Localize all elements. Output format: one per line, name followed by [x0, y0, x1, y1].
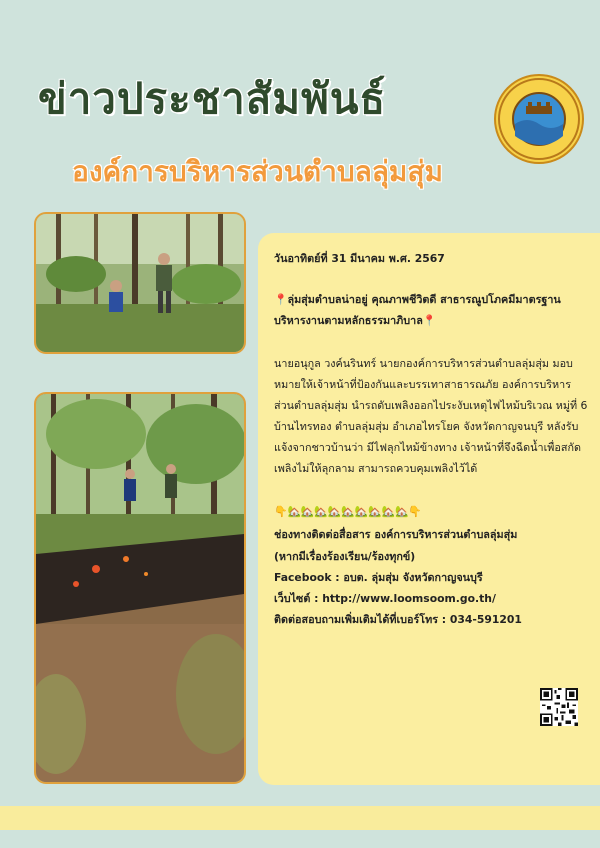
- qr-code: [540, 688, 578, 726]
- footer-bar: [0, 806, 600, 830]
- forest-fire-photo: [34, 392, 246, 784]
- page-subtitle: องค์การบริหารส่วนตำบลลุ่มสุ่ม: [72, 155, 443, 188]
- organization-seal-logo: [494, 74, 584, 164]
- facebook-link[interactable]: Facebook : อบต. ลุ่มสุ่ม จังหวัดกาญจนบุรี: [274, 570, 483, 584]
- motto-text: ลุ่มสุ่มตำบลน่าอยู่ คุณภาพชีวิตดี สาธารณูปโภคมีมาตรฐาน บริหารงานตามหลักธรรมาภิบาล: [274, 293, 561, 328]
- page-title: ข่าวประชาสัมพันธ์: [38, 74, 387, 123]
- pin-icon: 📍: [422, 314, 437, 328]
- forest-firefighters-photo: [34, 212, 246, 354]
- contact-heading: ช่องทางติดต่อสื่อสาร องค์การบริหารส่วนตำบลลุ่มสุ่ม: [274, 528, 518, 542]
- contact-section: [274, 501, 590, 629]
- phone-number: ติดต่อสอบถามเพิ่มเติมได้ที่เบอร์โทร : 034-591201: [274, 612, 522, 626]
- contact-note: (หากมีเรื่องร้องเรียน/ร้องทุกข์): [274, 549, 416, 563]
- news-content: [274, 248, 590, 630]
- news-body: นายอนุกูล วงค์นรินทร์ นายกองค์การบริหารส่วนตำบลลุ่มสุ่ม มอบหมายให้เจ้าหน้าที่ป้องกันและบรรเทาสาธารณภัย องค์การบริหารส่วนตำบลลุ่มสุ่ม นำรถดับเพลิงออกไประงับเหตุไฟไหม้บริเวณ หมู่ที่ 6 บ้านไทรทอง ตำบลลุ่มสุ่ม อำเภอไทรโยค จังหวัดกาญจนบุรี หลังรับแจ้งจากชาวบ้านว่า มีไฟลุกไหม้ข้างทาง เจ้าหน้าที่จึงฉีดน้ำเพื่อสกัดเพลิงไม่ให้ลุกลาม สามารถควบคุมเพลิงไว้ได้: [274, 357, 588, 476]
- motto: [274, 289, 590, 331]
- pin-icon: 📍: [274, 293, 288, 307]
- news-date: วันอาทิตย์ที่ 31 มีนาคม พ.ศ. 2567: [274, 252, 445, 265]
- website-link[interactable]: เว็บไซต์ : http://www.loomsoom.go.th/: [274, 591, 496, 605]
- emoji-divider: 👇🏡🏡🏡🏡🏡🏡🏡🏡🏡👇: [274, 505, 422, 519]
